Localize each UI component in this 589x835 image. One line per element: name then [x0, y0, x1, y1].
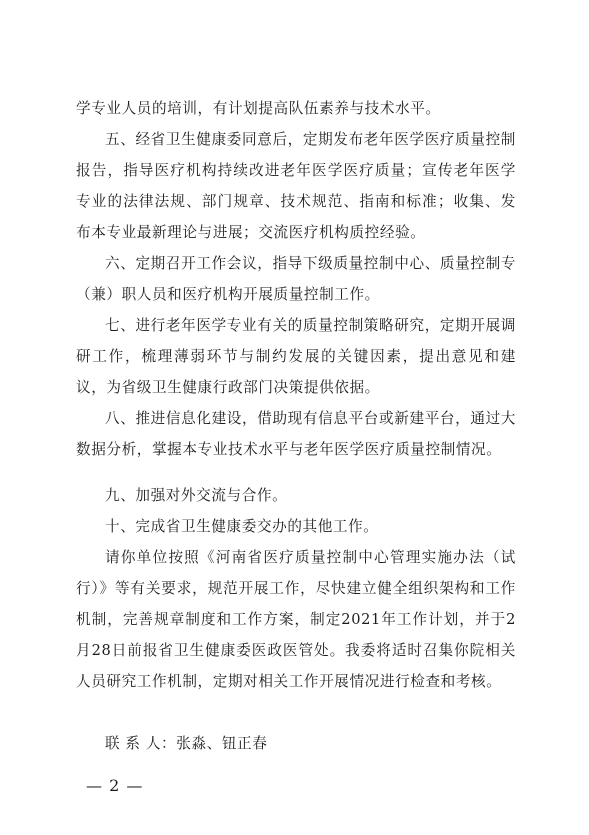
paragraph-item-9: 九、加强对外交流与合作。: [105, 487, 288, 504]
paragraph-request: 请你单位按照《河南省医疗质量控制中心管理实施办法（试行）》等有关要求，规范开展工作，尽快建立健全组织架构和工作机制，完善规章制度和工作方案，制定2021年工作计划，并于2月28日前报省卫生健康委医政医管处。我委将适时召集你院相关人员研究工作机制，定期对相关工作开展情况进行检查和考核。: [76, 549, 516, 690]
paragraph-item-7: 七、进行老年医学专业有关的质量控制策略研究，定期开展调研工作，梳理薄弱环节与制约发展的关键因素，提出意见和建议，为省级卫生健康行政部门决策提供依据。: [76, 317, 516, 396]
page-number: — 2 —: [86, 776, 144, 795]
contact-line: 联 系 人：张淼、钮正春: [105, 735, 268, 752]
paragraph-continuation: 学专业人员的培训，有计划提高队伍素养与技术水平。: [76, 100, 441, 117]
paragraph-item-5: 五、经省卫生健康委同意后，定期发布老年医学医疗质量控制报告，指导医疗机构持续改进老年医学医疗质量；宣传老年医学专业的法律法规、部门规章、技术规范、指南和标准；收集、发布本专业最新理论与进展；交流医疗机构质控经验。: [76, 131, 516, 241]
paragraph-item-6: 六、定期召开工作会议，指导下级质量控制中心、质量控制专（兼）职人员和医疗机构开展质量控制工作。: [76, 255, 516, 303]
paragraph-item-8: 八、推进信息化建设，借助现有信息平台或新建平台，通过大数据分析，掌握本专业技术水平与老年医学医疗质量控制情况。: [76, 410, 516, 458]
paragraph-item-10: 十、完成省卫生健康委交办的其他工作。: [105, 518, 379, 535]
